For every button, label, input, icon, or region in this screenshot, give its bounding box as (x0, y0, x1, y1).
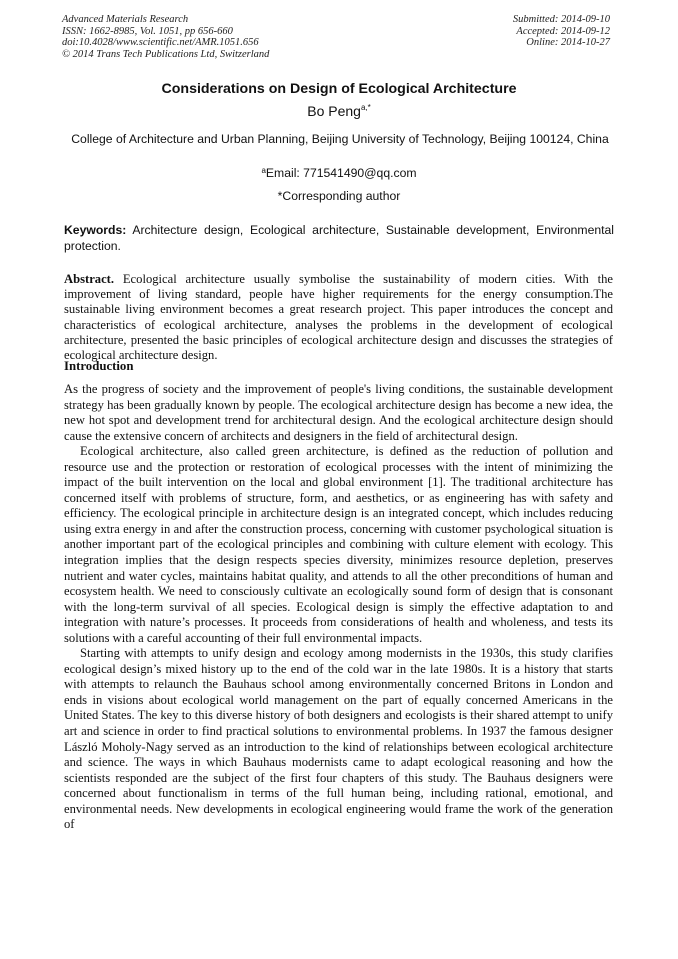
keywords (64, 222, 614, 254)
keywords-text: Architecture design, Ecological architecture, Sustainable development, Environmental protection. (64, 223, 614, 253)
submitted-date: Submitted: 2014-09-10 (512, 14, 610, 25)
copyright-line: © 2014 Trans Tech Publications Ltd, Switzerland (62, 48, 270, 60)
accepted-date: Accepted: 2014-09-12 (516, 25, 610, 37)
abstract-text: Ecological architecture usually symbolise the sustainability of modern cities. With the improvement of living standard, people have higher requirements for the energy consumption.The sustainable living environment becomes a great research project. This paper introduces the concept and characteristics of ecological architecture, analyses the problems in the development of ecological architecture, presented the basic principles of ecological architecture design and discusses the strategies of ecological architecture design. (64, 272, 613, 363)
email-line (0, 166, 678, 181)
introduction-body (64, 382, 613, 833)
author-line (0, 102, 678, 120)
email-address[interactable]: Email: 771541490@qq.com (265, 166, 417, 180)
online-date: Online: 2014-10-27 (526, 37, 610, 49)
paper-title: Considerations on Design of Ecological Architecture (161, 81, 517, 97)
paragraph: Starting with attempts to unify design and ecology among modernists in the 1930s, this study clarifies ecological design’s mixed history up to the end of the cold war in the late 1980s. It is a history that starts with attempts to relaunch the Bauhaus school among environmentally concerned Britons in London and ends in visions about ecological world management on the part of equally concerned Americans in the United States. The key to this diverse history of both designers and ecologists is their shared attempt to unify art and science in order to find practical solutions to environmental problems. In 1937 the famous designer László Moholy-Nagy served as an introduction to the kind of relationships between ecological architecture and science. The ways in which Bauhaus modernists came to adapt ecological reasoning and how the scientists responded are the subject of the first four chapters of this study. The Bauhaus designers were concerned about functionalism in terms of the full human being, including rational, emotional, and environmental needs. New developments in ecological engineering would frame the work of the generation of (64, 646, 613, 832)
issn-line: ISSN: 1662-8985, Vol. 1051, pp 656-660 (62, 25, 233, 37)
journal-name: Advanced Materials Research (62, 14, 189, 25)
keywords-label: Keywords: (64, 223, 127, 237)
abstract-label: Abstract. (64, 272, 115, 286)
paragraph: As the progress of society and the improvement of people's living conditions, the sustainable development strategy has been gradually known by people. The ecological architecture design has become a new idea, the new hot spot and development trend for architectural design. And the ecological architecture design should cause the extensive concern of architects and designers in the field of architectural design. (64, 382, 613, 443)
corresponding-author-note: *Corresponding author (277, 189, 401, 203)
section-heading-introduction: Introduction (64, 359, 134, 373)
submission-dates (513, 14, 610, 49)
paragraph: Ecological architecture, also called green architecture, is defined as the reduction of pollution and resource use and the protection or restoration of ecological processes with the intent of minimizing the impact of the built intervention on the local and global environment [1]. The traditional architecture has concerned itself with problems of structure, form, and aesthetics, or as engineering has with safety and efficiency. The ecological principle in architecture design is an integrated concept, which includes reducing using extra energy in and after the construction process, concerning with customer psychological situation is another important part of the ecological principles and combining with culture element with ecology. This integration implies that the design respects species diversity, minimizes resource depletion, preserves nutrient and water cycles, maintains habitat quality, and attends to all the other preconditions of human and ecosystem health. We need to consciously cultivate an ecologically sound form of design that is consonant with the long-term survival of all species. Ecological design is simply the effective adaptation to and integration with nature’s processes. It proceeds from considerations of health and wholeness, and tests its solutions with a careful accounting of their full environmental impacts. (64, 444, 613, 645)
email-mark: a (261, 166, 266, 175)
author-affiliation-mark: a,* (360, 103, 371, 112)
affiliation: College of Architecture and Urban Planning, Beijing University of Technology, Beijing 100124, China (71, 132, 609, 146)
doi-line: doi:10.4028/www.scientific.net/AMR.1051.656 (62, 37, 259, 49)
journal-info (62, 14, 269, 60)
author-name: Bo Peng (307, 103, 361, 119)
abstract (64, 272, 613, 363)
